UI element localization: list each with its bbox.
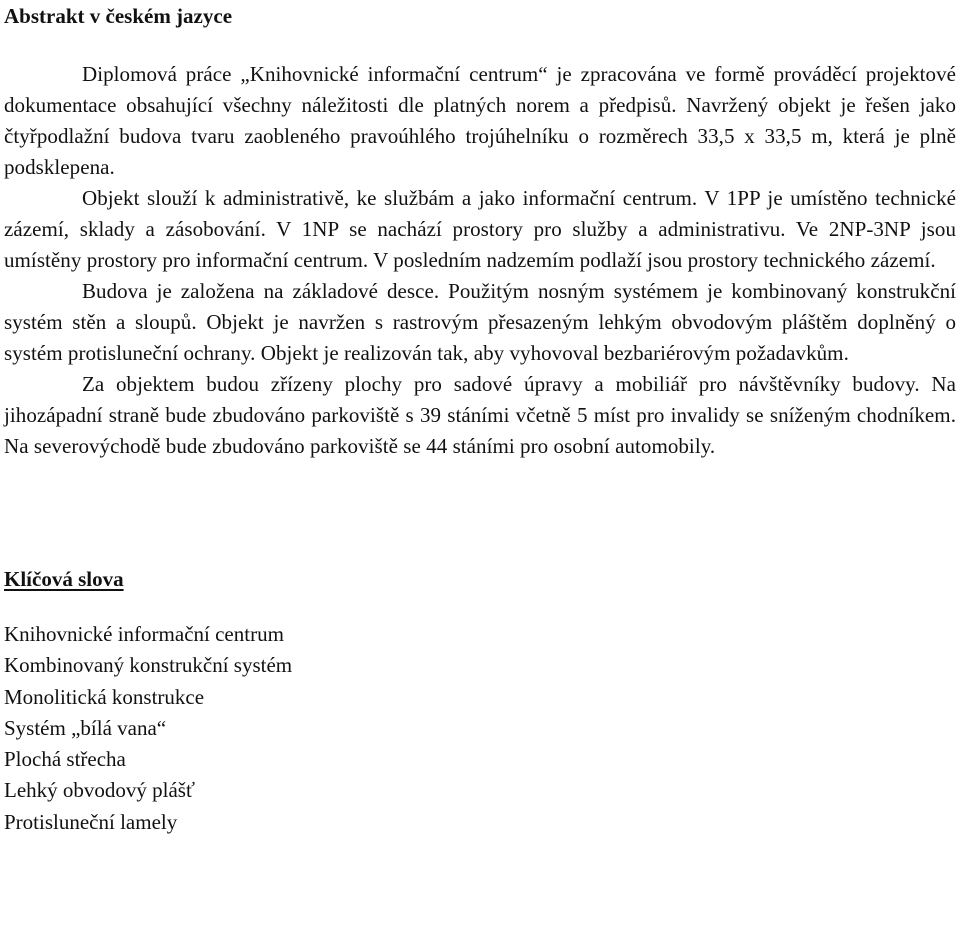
abstract-body (4, 59, 956, 462)
abstract-paragraph-1: Diplomová práce „Knihovnické informační centrum“ je zpracována ve formě prováděcí projektové dokumentace obsahující všechny náležitosti dle platných norem a předpisů. Navržený objekt je řešen jako čtyřpodlažní budova tvaru zaobleného pravoúhlého trojúhelníku o rozměrech 33,5 x 33,5 m, která je plně podsklepena. (4, 62, 956, 179)
keyword-list (4, 619, 956, 838)
keyword-item: Knihovnické informační centrum (4, 622, 284, 646)
abstract-paragraph-2: Objekt slouží k administrativě, ke službám a jako informační centrum. V 1PP je umístěno technické zázemí, sklady a zásobování. V 1NP se nachází prostory pro služby a administrativu. Ve 2NP-3NP jsou umístěny prostory pro informační centrum. V posledním nadzemím podlaží jsou prostory technického zázemí. (4, 186, 956, 272)
keyword-item: Monolitická konstrukce (4, 684, 205, 709)
keyword-item: Protisluneční lamely (4, 809, 178, 834)
keyword-item: Kombinovaný konstrukční systém (4, 653, 293, 678)
keywords-heading: Klíčová slova (4, 567, 124, 591)
abstract-paragraph-4: Za objektem budou zřízeny plochy pro sadové úpravy a mobiliář pro návštěvníky budovy. Na jihozápadní straně bude zbudováno parkoviště s 39 stáními včetně 5 míst pro invalidy se sníženým chodníkem. Na severovýchodě bude zbudováno parkoviště se 44 stáními pro osobní automobily. (4, 372, 956, 458)
abstract-heading: Abstrakt v českém jazyce (4, 4, 233, 28)
abstract-paragraph-3: Budova je založena na základové desce. Použitým nosným systémem je kombinovaný konstrukční systém stěn a sloupů. Objekt je navržen s rastrovým přesazeným lehkým obvodovým pláštěm doplněný o systém protisluneční ochrany. Objekt je realizován tak, aby vyhovoval bezbariérovým požadavkům. (4, 279, 956, 365)
keyword-item: Lehký obvodový plášť (4, 778, 195, 803)
keyword-item: Plochá střecha (4, 747, 126, 772)
keyword-item: Systém „bílá vana“ (4, 715, 167, 740)
